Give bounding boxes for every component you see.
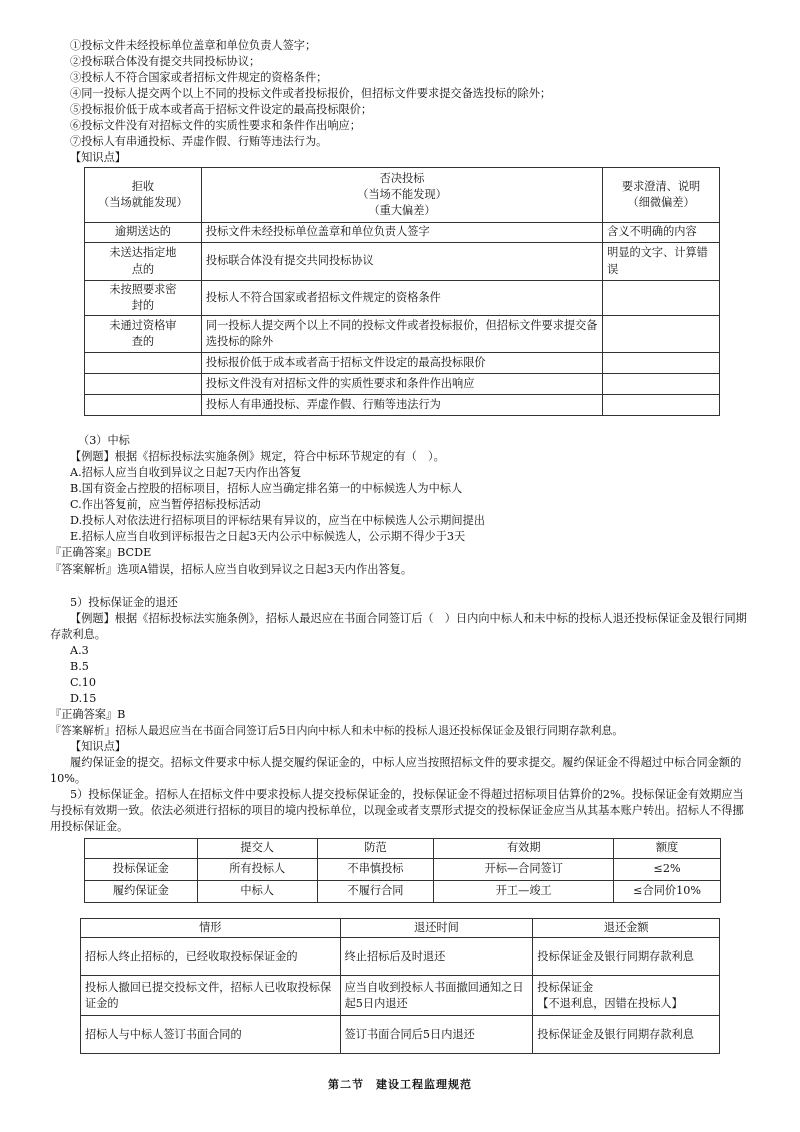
table-cell: 投标联合体没有提交共同投标协议 xyxy=(201,243,602,281)
table-cell: 投标保证金及银行同期存款利息 xyxy=(533,1016,720,1054)
table-cell: 明显的文字、计算错误 xyxy=(603,243,720,281)
table-cell xyxy=(85,374,202,395)
table-header-cell: 退还时间 xyxy=(340,919,533,938)
table-cell: 投标保证金 【不退利息，因错在投标人】 xyxy=(533,976,720,1016)
section3-option-c: C.作出答复前，应当暂停招标投标活动 xyxy=(70,498,261,511)
header-text: （重大偏差） xyxy=(368,204,436,218)
table-cell: 开工—竣工 xyxy=(434,881,614,903)
table-cell: 含义不明确的内容 xyxy=(603,223,720,243)
table-header-cell: 额度 xyxy=(614,839,721,859)
table-cell: 未通过资格审查的 xyxy=(85,316,202,353)
table-cell: 同一投标人提交两个以上不同的投标文件或者投标报价，但招标文件要求提交备选投标的除外 xyxy=(201,316,602,353)
section3-option-a: A.招标人应当自收到异议之日起7天内作出答复 xyxy=(70,466,302,479)
section3-analysis: 『答案解析』选项A错误，招标人应当自收到异议之日起3天内作出答复。 xyxy=(50,563,413,576)
section5-analysis: 『答案解析』招标人最迟应当在书面合同签订后5日内向中标人和未中标的投标人退还投标保证金及银行同期存款利息。 xyxy=(50,724,624,737)
table-header-row xyxy=(85,839,721,859)
table-cell: 应当自收到投标人书面撤回通知之日起5日内退还 xyxy=(340,976,533,1016)
header-text: （当场不能发现） xyxy=(357,187,447,201)
table-cell xyxy=(603,281,720,316)
table-row xyxy=(85,281,720,316)
table-header-cell: 提交人 xyxy=(197,839,317,859)
list-item-5: ⑤投标报价低于成本或者高于招标文件设定的最高投标限价； xyxy=(70,103,373,116)
header-text: 要求澄清、说明 xyxy=(621,179,701,193)
section5-option-a: A.3 xyxy=(70,644,89,657)
header-text: （细微偏差） xyxy=(627,196,695,209)
section3-answer: 『正确答案』BCDE xyxy=(50,546,152,559)
section3-option-b: B.国有资金占控股的招标项目，招标人应当确定排名第一的中标候选人为中标人 xyxy=(70,482,463,495)
section5-option-b: B.5 xyxy=(70,660,89,673)
bond-comparison-table xyxy=(84,838,721,903)
list-item-3: ③投标人不符合国家或者招标文件规定的资格条件； xyxy=(70,71,328,84)
table-header-cell xyxy=(85,839,198,859)
table-cell: 投标人撤回已提交投标文件，招标人已收取投标保证金的 xyxy=(81,976,341,1016)
table-cell: 不履行合同 xyxy=(317,881,434,903)
table-header-cell: 有效期 xyxy=(434,839,614,859)
rejection-table xyxy=(84,167,720,416)
table-row xyxy=(85,316,720,353)
table-row xyxy=(85,395,720,416)
table-header-cell: 情形 xyxy=(81,919,341,938)
table-cell: 招标人与中标人签订书面合同的 xyxy=(81,1016,341,1054)
table-cell: 投标文件没有对招标文件的实质性要求和条件作出响应 xyxy=(201,374,602,395)
table-cell xyxy=(603,395,720,416)
list-item-7: ⑦投标人有串通投标、弄虚作假、行贿等违法行为。 xyxy=(70,135,328,148)
table-cell: 所有投标人 xyxy=(197,859,317,881)
table-row xyxy=(85,881,721,903)
table-cell: 投标文件未经投标单位盖章和单位负责人签字 xyxy=(201,223,602,243)
table-cell: 终止招标后及时退还 xyxy=(340,938,533,976)
table-row xyxy=(81,1016,720,1054)
table-cell: 逾期送达的 xyxy=(85,223,202,243)
table-cell: 未送达指定地点的 xyxy=(85,243,202,281)
section3-question: 【例题】根据《招标投标法实施条例》规定，符合中标环节规定的有（ ）。 xyxy=(70,450,445,463)
table-cell: 未按照要求密封的 xyxy=(85,281,202,316)
table-row xyxy=(85,353,720,374)
table-cell: ≤2% xyxy=(614,859,721,881)
table-cell: 中标人 xyxy=(197,881,317,903)
table-cell: 投标人有串通投标、弄虚作假、行贿等违法行为 xyxy=(201,395,602,416)
table-header-cell: 退还金额 xyxy=(533,919,720,938)
table-cell: 投标人不符合国家或者招标文件规定的资格条件 xyxy=(201,281,602,316)
refund-table xyxy=(80,918,720,1054)
table-cell xyxy=(603,353,720,374)
section5-option-d: D.15 xyxy=(70,692,97,705)
performance-bond-paragraph: 履约保证金的提交。招标文件要求中标人提交履约保证金的，中标人应当按照招标文件的要求提交。履约保证金不得超过中标合同金额的10%。 xyxy=(50,756,742,786)
header-text: （当场就能发现） xyxy=(98,196,188,209)
table-row xyxy=(85,374,720,395)
section3-heading: （3）中标 xyxy=(78,434,130,447)
table-cell: 签订书面合同后5日内退还 xyxy=(340,1016,533,1054)
section5-knowledge-label: 【知识点】 xyxy=(70,740,126,753)
table-row xyxy=(85,243,720,281)
table-cell xyxy=(603,316,720,353)
section5-answer: 『正确答案』B xyxy=(50,708,126,721)
table-cell: 开标—合同签订 xyxy=(434,859,614,881)
table-row xyxy=(81,938,720,976)
list-item-1: ①投标文件未经投标单位盖章和单位负责人签字； xyxy=(70,39,317,52)
header-clarify xyxy=(603,168,720,223)
section5-question: 【例题】根据《招标投标法实施条例》，招标人最迟应在书面合同签订后（ ）日内向中标人和未中标的投标人退还投标保证金及银行同期存款利息。 xyxy=(50,612,747,642)
knowledge-label: 【知识点】 xyxy=(70,151,126,164)
header-text: 拒收 xyxy=(131,179,155,193)
section-footer: 第二节 建设工程监理规范 xyxy=(328,1078,472,1091)
table-header-row xyxy=(85,168,720,223)
list-item-2: ②投标联合体没有提交共同投标协议； xyxy=(70,55,261,68)
list-item-4: ④同一投标人提交两个以上不同的投标文件或者投标报价，但招标文件要求提交备选投标的除外； xyxy=(70,87,552,100)
section3-option-e: E.招标人应当自收到评标报告之日起3天内公示中标候选人，公示期不得少于3天 xyxy=(70,530,466,543)
section3-option-d: D.投标人对依法进行招标项目的评标结果有异议的，应当在中标候选人公示期间提出 xyxy=(70,514,485,527)
table-row xyxy=(81,976,720,1016)
table-row xyxy=(85,223,720,243)
table-cell: 投标保证金及银行同期存款利息 xyxy=(533,938,720,976)
bid-bond-paragraph: 5）投标保证金。招标人在招标文件中要求投标人提交投标保证金的，投标保证金不得超过招标项目估算价的2%。投标保证金有效期应当与投标有效期一致。依法必须进行招标的项目的境内投标单位，以现金或者支票形式提交的投标保证金应当从其基本账户转出。招标人不得挪用投标保证金。 xyxy=(50,788,744,834)
table-cell xyxy=(603,374,720,395)
table-cell xyxy=(85,395,202,416)
table-cell: 投标报价低于成本或者高于招标文件设定的最高投标限价 xyxy=(201,353,602,374)
header-veto xyxy=(201,168,602,223)
table-row xyxy=(85,859,721,881)
table-cell: 招标人终止招标的，已经收取投标保证金的 xyxy=(81,938,341,976)
table-cell: 履约保证金 xyxy=(85,881,198,903)
list-item-6: ⑥投标文件没有对招标文件的实质性要求和条件作出响应； xyxy=(70,119,361,132)
table-header-cell: 防范 xyxy=(317,839,434,859)
header-reject xyxy=(85,168,202,223)
section5-heading: 5）投标保证金的退还 xyxy=(70,596,178,609)
table-header-row xyxy=(81,919,720,938)
header-text: 否决投标 xyxy=(379,171,425,185)
table-cell: ≤合同价10% xyxy=(614,881,721,903)
table-cell: 不串慎投标 xyxy=(317,859,434,881)
section5-option-c: C.10 xyxy=(70,676,96,689)
table-cell xyxy=(85,353,202,374)
table-cell: 投标保证金 xyxy=(85,859,198,881)
